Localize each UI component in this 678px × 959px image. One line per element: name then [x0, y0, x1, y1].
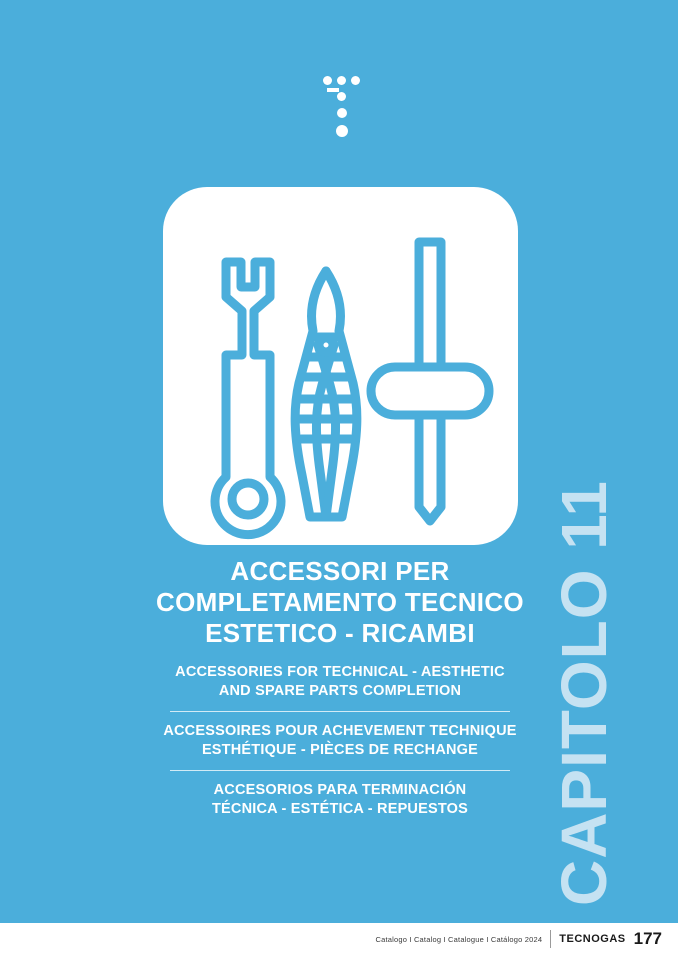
- tools-icon: [163, 187, 518, 545]
- dot: [337, 108, 347, 118]
- page-number: 177: [633, 929, 662, 948]
- title-block: [120, 556, 560, 819]
- dot: [351, 76, 360, 85]
- chapter-title-line-3: ESTETICO - RICAMBI: [205, 618, 475, 648]
- chapter-label-vertical: CAPITOLO 11: [548, 480, 620, 906]
- footer-divider: [550, 930, 551, 948]
- title-spanish-line-1: ACCESORIOS PARA TERMINACIÓN: [213, 782, 467, 798]
- title-spanish: [120, 781, 560, 819]
- title-english-line-2: AND SPARE PARTS COMPLETION: [218, 683, 462, 699]
- title-spanish-line-2: TÉCNICA - ESTÉTICA - REPUESTOS: [211, 801, 468, 817]
- chapter-title-line-2: COMPLETAMENTO TECNICO: [156, 587, 524, 617]
- title-english-line-1: ACCESSORIES FOR TECHNICAL - AESTHETIC: [175, 664, 505, 680]
- chapter-title: [120, 556, 560, 649]
- page-footer: [0, 925, 678, 959]
- dot: [337, 76, 346, 85]
- dot: [336, 125, 348, 137]
- title-english: [120, 663, 560, 701]
- divider: [170, 711, 510, 712]
- tools-icon-tile: [163, 187, 518, 545]
- dot-motif-decoration: [315, 68, 375, 138]
- dot: [323, 76, 332, 85]
- footer-caption: Catalogo I Catalog I Catalogue I Catálogo 2024: [375, 934, 543, 944]
- motif-bar: [327, 88, 339, 92]
- dot: [337, 92, 346, 101]
- title-french: [120, 722, 560, 760]
- divider: [170, 770, 510, 771]
- title-french-line-2: ESTHÉTIQUE - PIÈCES DE RECHANGE: [201, 742, 479, 758]
- chapter-title-line-1: ACCESSORI PER: [230, 556, 450, 586]
- title-french-line-1: ACCESSOIRES POUR ACHEVEMENT TECHNIQUE: [163, 723, 517, 739]
- footer-brand: TECNOGAS: [559, 933, 626, 945]
